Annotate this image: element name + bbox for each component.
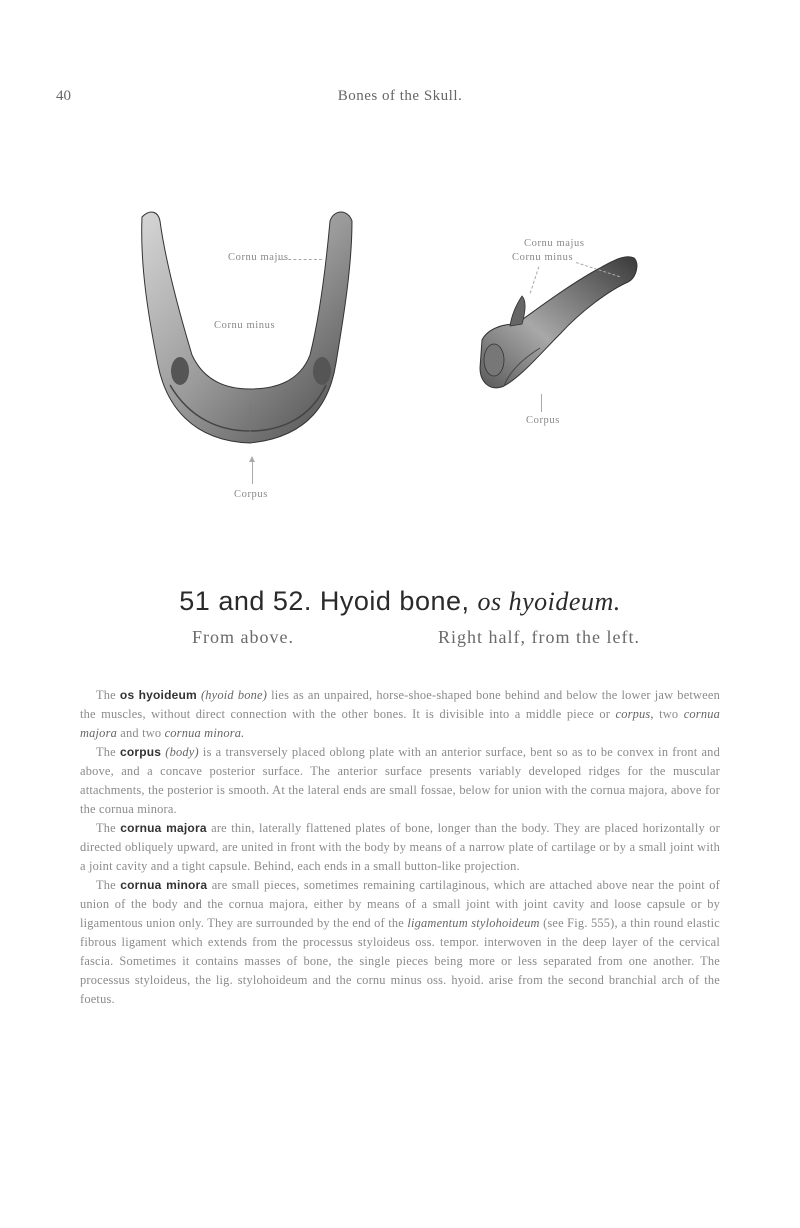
fig52-subcaption: Right half, from the left. (438, 627, 640, 647)
term-body: (body) (165, 745, 199, 759)
fig52-label-cornu-minus: Cornu minus (512, 252, 574, 263)
fig51-label-corpus: Corpus (234, 489, 268, 500)
term-corpus: corpus, (615, 707, 654, 721)
caption-title: 51 and 52. Hyoid bone, (179, 586, 470, 616)
body-text (80, 686, 720, 1009)
term-cornua-majora: cornua majora (80, 707, 721, 740)
page-number: 40 (56, 88, 71, 104)
fig52-label-corpus: Corpus (526, 415, 560, 426)
term-os-hyoideum: os hyoideum (119, 688, 197, 702)
fig51-label-cornu-minus: Cornu minus (214, 320, 276, 331)
term-hyoid-bone: (hyoid bone) (200, 688, 268, 702)
figure-52-illustration (470, 240, 640, 410)
fig51-leader-cornu-majus (278, 259, 322, 260)
fig51-arrowhead (249, 456, 255, 462)
term-cornua-minora-heading: cornua minora (120, 878, 208, 892)
fig51-subcaption: From above. (192, 627, 294, 647)
paragraph-os-hyoideum: The os hyoideum (hyoid bone) lies as an unpaired, horse-shoe-shaped bone behind and below the lower jaw between the muscles, without direct connection with the other bones. It is divisible into a middle piece or corpus, two cornua majora and two cornua minora. (80, 688, 721, 740)
hyoid-right-half (480, 257, 637, 388)
fig51-label-cornu-majus: Cornu majus (228, 252, 289, 263)
term-cornua-minora: cornua minora. (164, 726, 245, 740)
article: The (96, 688, 116, 702)
fig52-leader-corpus (541, 394, 542, 412)
paragraph-cornua-majora: The cornua majora are thin, laterally flattened plates of bone, longer than the body. They are placed horizontally or directed obliquely upward, are united in front with the body by means of a narrow plate of cartilage or by a small joint with a joint cavity and a tight capsule. Behind, each ends in a small button-like projection. (80, 821, 720, 873)
running-title: Bones of the Skull. (337, 88, 463, 104)
fig51-leader-corpus (252, 462, 253, 484)
term-cornua-majora-heading: cornua majora (120, 821, 207, 835)
caption-latin-name: os hyoideum. (477, 587, 621, 616)
fig52-label-cornu-majus: Cornu majus (524, 238, 585, 249)
term-corpus-heading: corpus (119, 745, 162, 759)
paragraph-cornua-minora: The cornua minora are small pieces, sometimes remaining cartilaginous, which are attached above near the point of union of the body and the cornua majora, either by means of a small joint with joint cavity and loose capsule or by ligamentous union only. They are surrounded by the end of the ligamentum stylohoideum (see Fig. 555), a thin round elastic fibrous ligament which extends from the processus styloideus oss. tempor. interwoven in the deep layer of the cervical fascia. Sometimes it contains masses of bone, the single pieces being more or less separated from one another. The processus styloideus, the lig. stylohoideum and the cornu minus oss. hyoid. arise from the second branchial arch of the foetus. (80, 878, 720, 1006)
paragraph-corpus: The corpus (body) is a transversely placed oblong plate with an anterior surface, bent so as to be convex in front and above, and a concave posterior surface. The anterior surface presents variably developed ridges for the muscular attachments, the posterior is smooth. At the lateral ends are small fossae, below for union with the cornua majora, above for the cornua minora. (80, 745, 720, 816)
term-ligamentum-stylohoideum: ligamentum stylohoideum (407, 916, 540, 930)
figure-caption (0, 586, 800, 617)
